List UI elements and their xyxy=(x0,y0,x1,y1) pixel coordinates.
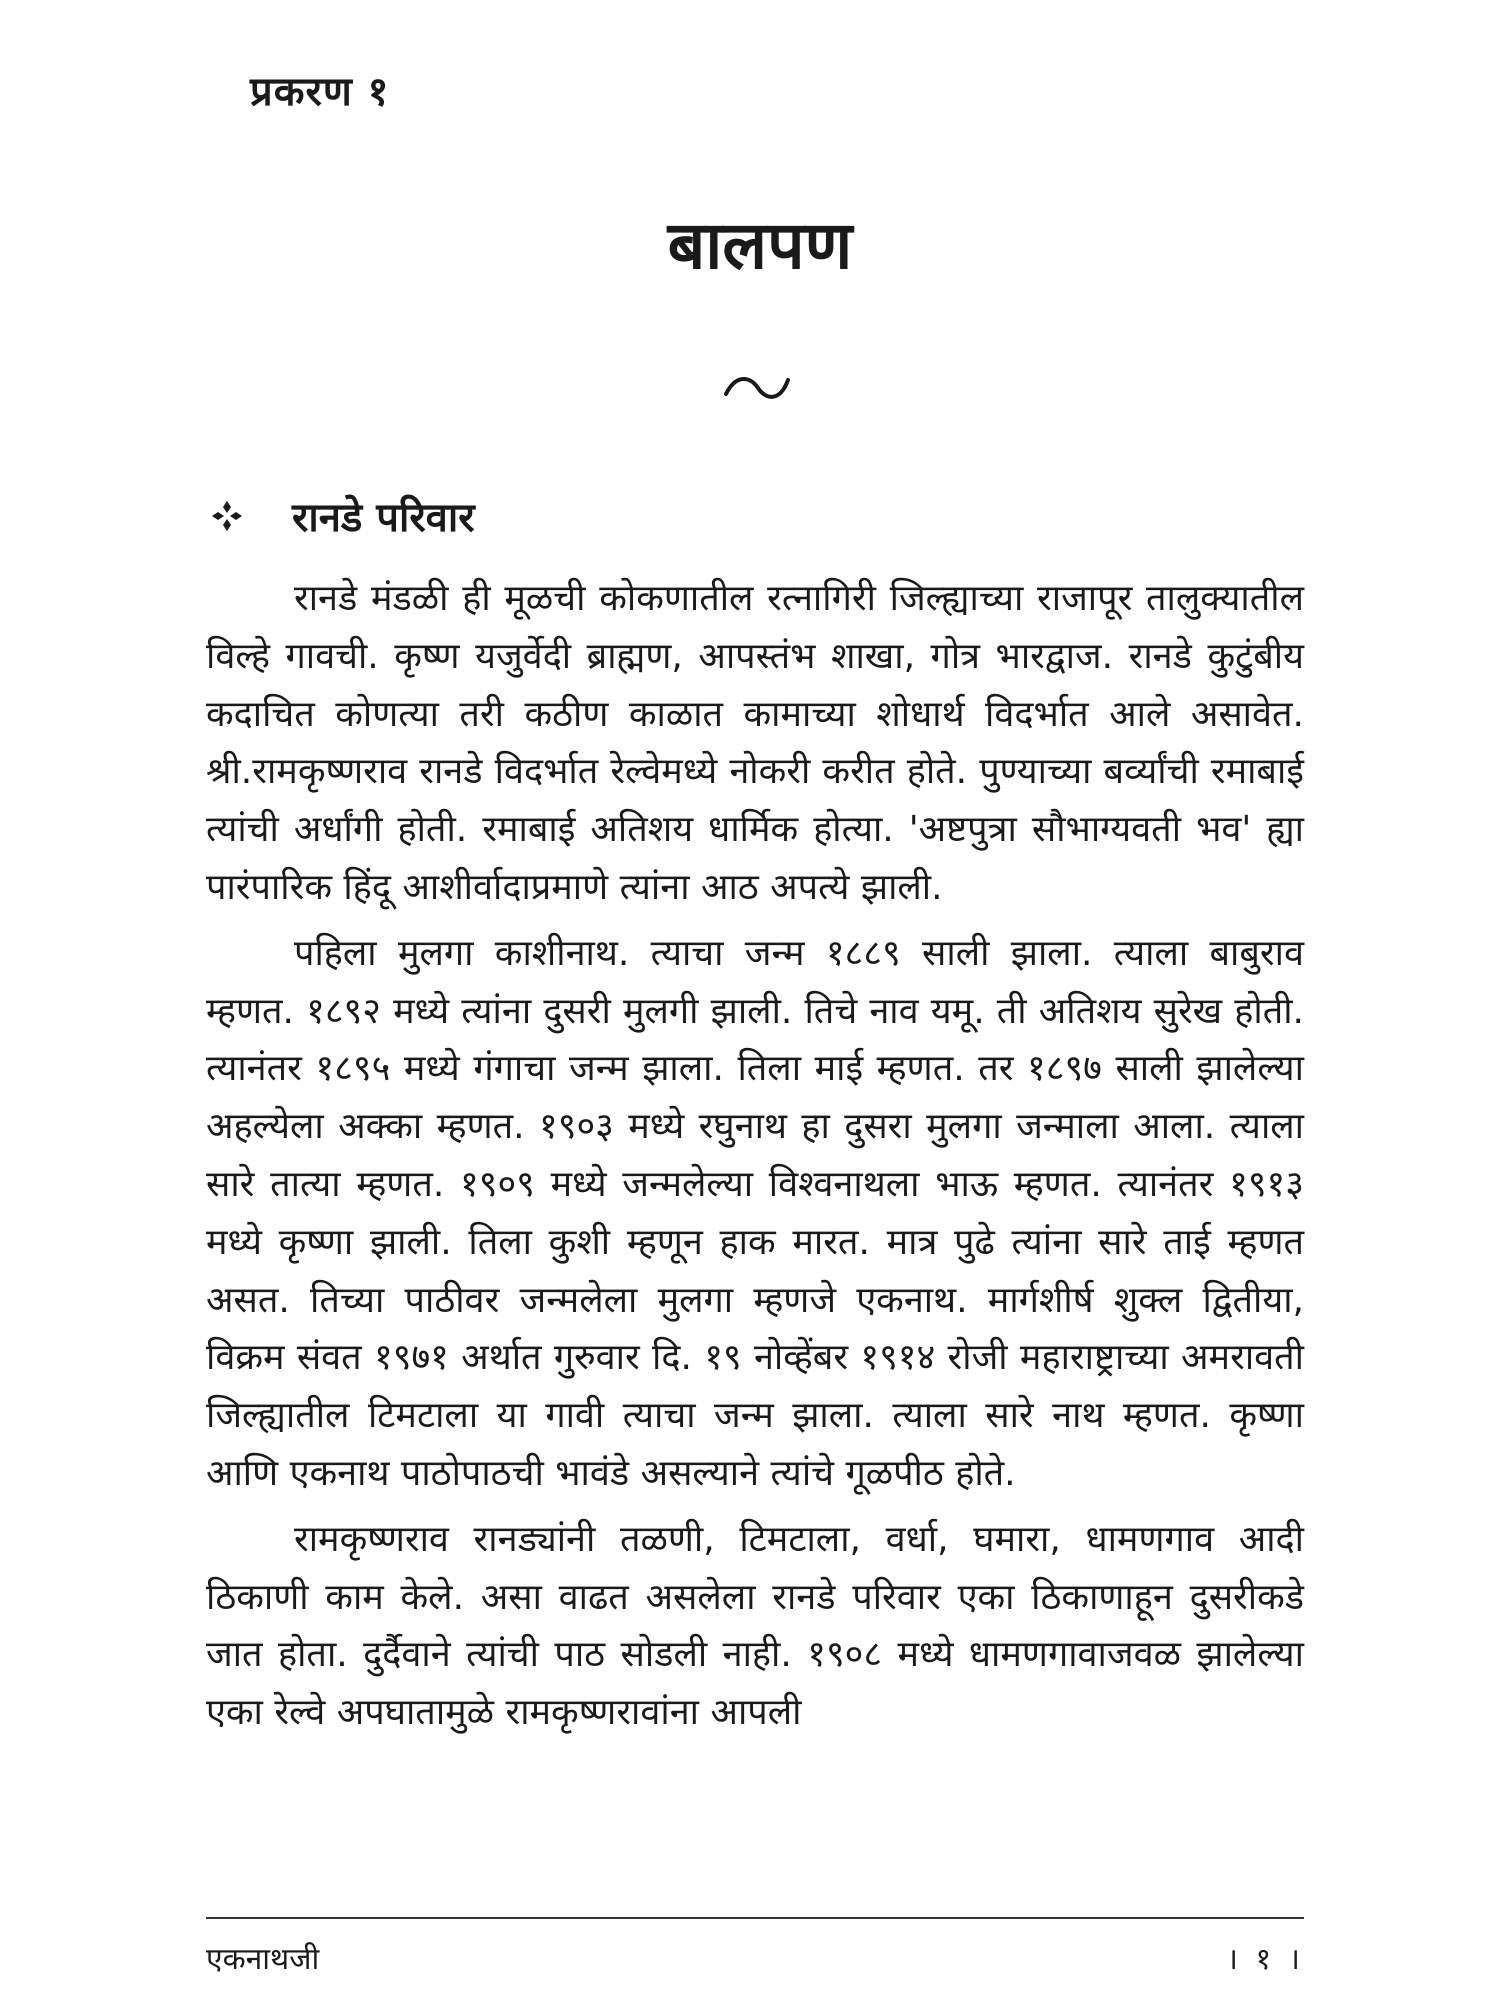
paragraph-children: पहिला मुलगा काशीनाथ. त्याचा जन्म १८८९ साली झाला. त्याला बाबुराव म्हणत. १८९२ मध्ये त्यांना दुसरी मुलगी झाली. तिचे नाव यमू. ती अतिशय सुरेख होती. त्यानंतर १८९५ मध्ये गंगाचा जन्म झाला. तिला माई म्हणत. तर १८९७ साली झालेल्या अहल्येला अक्का म्हणत. १९०३ मध्ये रघुनाथ हा दुसरा मुलगा जन्माला आला. त्याला सारे तात्या म्हणत. १९०९ मध्ये जन्मलेल्या विश्वनाथला भाऊ म्हणत. त्यानंतर १९१३ मध्ये कृष्णा झाली. तिला कुशी म्हणून हाक मारत. मात्र पुढे त्यांना सारे ताई म्हणत असत. तिच्या पाठीवर जन्मलेला मुलगा म्हणजे एकनाथ. मार्गशीर्ष शुक्ल द्वितीया, विक्रम संवत १९७१ अर्थात गुरुवार दि. १९ नोव्हेंबर १९१४ रोजी महाराष्ट्राच्या अमरावती जिल्ह्यातील टिमटाला या गावी त्याचा जन्म झाला. त्याला सारे नाथ म्हणत. कृष्णा आणि एकनाथ पाठोपाठची भावंडे असल्याने त्यांचे गूळपीठ होते. xyxy=(206,932,1304,1494)
diamond-bullet-icon xyxy=(210,499,244,533)
paragraph-relocations: रामकृष्णराव रानड्यांनी तळणी, टिमटाला, वर्धा, घमारा, धामणगाव आदी ठिकाणी काम केले. असा वाढत असलेला रानडे परिवार एका ठिकाणाहून दुसरीकडे जात होता. दुर्दैवाने त्यांची पाठ सोडली नाही. १९०८ मध्ये धामणगावाजवळ झालेल्या एका रेल्वे अपघातामुळे रामकृष्णरावांना आपली xyxy=(206,1518,1304,1734)
paragraph-family-origin: रानडे मंडळी ही मूळची कोकणातील रत्नागिरी जिल्ह्याच्या राजापूर तालुक्यातील विल्हे गावची. कृष्ण यजुर्वेदी ब्राह्मण, आपस्तंभ शाखा, गोत्र भारद्वाज. रानडे कुटुंबीय कदाचित कोणत्या तरी कठीण काळात कामाच्या शोधार्थ विदर्भात आले असावेत. श्री.रामकृष्णराव रानडे विदर्भात रेल्वेमध्ये नोकरी करीत होते. पुण्याच्या बर्व्यांची रमाबाई त्यांची अर्धांगी होती. रमाबाई अतिशय धार्मिक होत्या. 'अष्टपुत्रा सौभाग्यवती भव' ह्या पारंपारिक हिंदू आशीर्वादाप्रमाणे त्यांना आठ अपत्ये झाली. xyxy=(206,578,1304,908)
chapter-title: बालपण xyxy=(667,207,853,284)
section-heading xyxy=(210,488,475,543)
footer-divider xyxy=(206,1917,1304,1919)
section-heading-text: रानडे परिवार xyxy=(292,495,475,541)
tilde-ornament-icon xyxy=(722,368,792,408)
body-text xyxy=(206,570,1304,1750)
chapter-label: प्रकरण १ xyxy=(250,69,390,115)
footer-page-number: । १ । xyxy=(1226,1942,1304,1977)
footer-book-title: एकनाथजी xyxy=(206,1942,320,1977)
